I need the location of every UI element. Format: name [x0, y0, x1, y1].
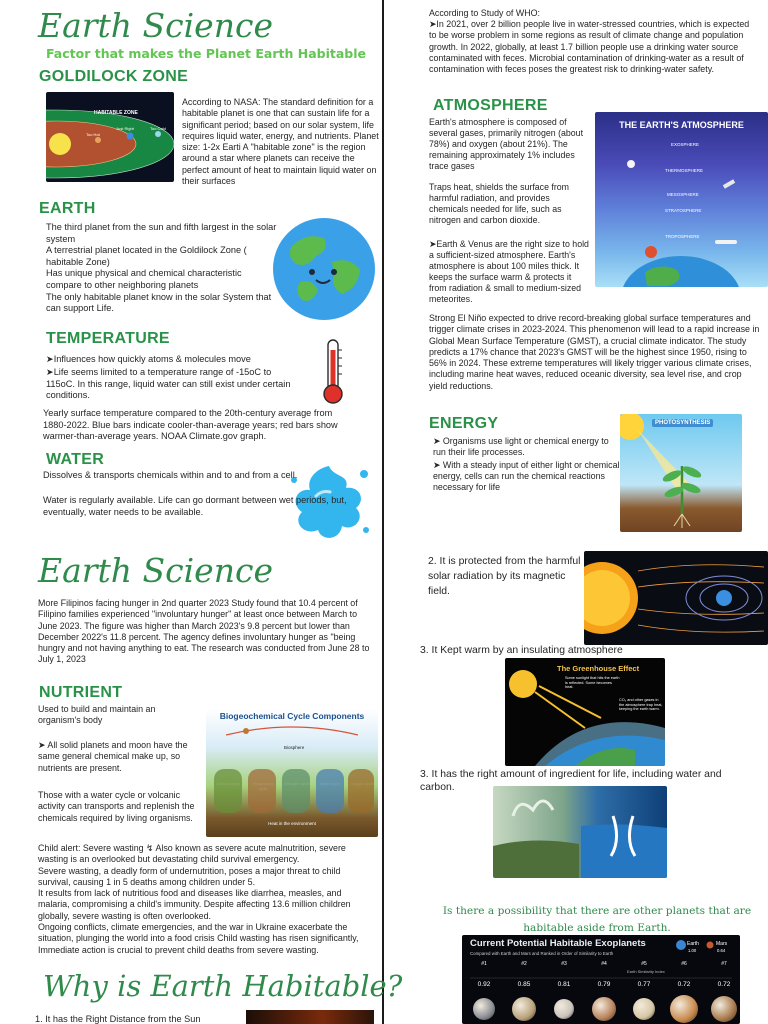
exo-rank: #3	[561, 961, 567, 967]
exo-esi-value: 0.72	[717, 981, 731, 988]
reason-2: 2. It is protected from the harmful solar radiation by its magnetic field.	[428, 556, 581, 597]
earth-line: A terrestrial planet located in the Goldilock Zone ( habitable Zone)	[46, 245, 247, 267]
sun-distance-image	[246, 1010, 374, 1024]
energy-bullet: ➤ With a steady input of either light or chemical energy, cells can run the chemical reactions necessary for life	[433, 460, 620, 493]
exoplanet-disc	[554, 999, 574, 1019]
exo-rank: #1	[481, 961, 487, 967]
exo-mars-value: 0.64	[717, 948, 726, 953]
greenhouse-note: Some sunlight that hits the earth is reflected. Some becomes heat.	[565, 676, 620, 690]
exoplanet-disc	[633, 998, 655, 1020]
exoplanet-disc	[670, 995, 698, 1023]
exo-rank: #7	[721, 961, 727, 967]
hunger-study-text: More Filipinos facing hunger in 2nd quarter 2023 Study found that 10.4 percent of Filipino families experienced "involuntary hunger" at least once between March to June 2023. The figure was higher than March 2023's 9.8 percent but lower than December 2022's 11.8 percent. The agency defines involuntary hunger as "being hungry and not having anything to eat. The research was conducted from June 28 to July 1, 2023	[38, 598, 370, 665]
exo-earth-value: 1.00	[688, 948, 697, 953]
child-alert-text: Child alert: Severe wasting ↯ Also known as severe acute malnutrition, severe wasting is an overlooked but devastating child survival emergency. Severe wasting, a deadly form of undernutrition, poses a major threat to child survival, causing 1 in 5 deaths among children under 5. It results from lack of nutritious food and diseases like diarrhea, measles, and malaria, compromising a child's immunity. Despite affecting 13.6 million children globally, severe wasting is often overlooked. Ongoing conflicts, climate emergencies, and the war in Ukraine exacerbate the situation, plunging the world into a food crisis Child wasting has risen significantly, Immediate action is crucial to prevent child deaths from severe wasting.	[38, 843, 359, 955]
temperature-graph-note: Yearly surface temperature compared to the 20th-century average from 1880-2022. Blue bars indicate cooler-than-average years; red bars show warmer-than-average years. NOAA Climate.gov graph.	[43, 408, 338, 442]
nutrient-text: Those with a water cycle or volcanic activity can transports and replenish the chemicals required by living organisms.	[38, 790, 195, 823]
exoplanet-row	[462, 959, 740, 1024]
page-title: Earth Science	[38, 6, 273, 45]
heat-label: Heat in the environment	[268, 821, 316, 826]
layer-label: THERMOSPHERE	[665, 168, 704, 173]
section-title: Earth Science	[38, 551, 273, 590]
reason-1: 1. It has the Right Distance from the Sun	[35, 1014, 201, 1024]
biogeochemical-cycle-image	[206, 709, 378, 837]
greenhouse-note: CO₂ and other gases in the atmosphere trap heat, keeping the earth warm.	[619, 698, 663, 712]
column-divider	[382, 0, 384, 1024]
exoplanet-disc	[711, 996, 737, 1022]
earth-text	[46, 222, 278, 315]
thermometer-icon	[318, 338, 348, 406]
exo-esi-value: 0.77	[637, 981, 651, 988]
exo-rank: #6	[681, 961, 687, 967]
atmosphere-layers-image	[595, 112, 768, 287]
biosphere-label: Biosphere	[284, 745, 305, 750]
exo-mars-label: Mars	[716, 941, 728, 947]
layer-label: TROPOSPHERE	[665, 234, 700, 239]
layer-label: STRATOSPHERE	[665, 208, 702, 213]
exo-esi-value: 0.72	[677, 981, 691, 988]
habitable-zone-image	[46, 92, 174, 182]
layer-label: EXOSPHERE	[671, 142, 700, 147]
temperature-heading: TEMPERATURE	[46, 330, 170, 347]
water-heading: WATER	[46, 451, 105, 468]
why-habitable-title: Why is Earth Habitable?	[43, 969, 403, 1003]
hz-label: Too Hot	[86, 132, 100, 137]
hz-label: Just Right	[116, 126, 134, 131]
goldilock-heading: GOLDILOCK ZONE	[39, 68, 189, 85]
earth-line: The third planet from the sun and fifth largest in the solar system	[46, 222, 277, 244]
reason-3: 3. It Kept warm by an insulating atmosphere	[420, 645, 623, 656]
greenhouse-title: The Greenhouse Effect	[557, 664, 640, 673]
exo-earth-label: Earth	[687, 941, 699, 947]
water-line: Water is regularly available. Life can go dormant between wet periods, but, eventually, water needs to be available.	[43, 495, 347, 517]
exo-esi-value: 0.92	[477, 981, 491, 988]
energy-bullet: ➤ Organisms use light or chemical energy to run their life processes.	[433, 436, 609, 458]
esi-axis-label: Earth Similarity Index	[627, 969, 665, 974]
exo-title: Current Potential Habitable Exoplanets	[470, 938, 646, 949]
photosynthesis-image	[620, 414, 742, 532]
temperature-bullet: ➤Influences how quickly atoms & molecules move	[46, 354, 251, 364]
atmosphere-text: ➤Earth & Venus are the right size to hold a sufficient-sized atmosphere. Earth's atmosphere is about 100 miles thick. It keeps the surface warm & protects it from radiation & small to medium-sized meteorites.	[429, 239, 589, 305]
exoplanet-comparison-image	[462, 935, 740, 1024]
reason-3b: 3. It has the right amount of ingredient for life, including water and carbon.	[420, 769, 722, 794]
hz-label: Too Cold	[150, 126, 166, 131]
biogeochemical-title: Biogeochemical Cycle Components	[219, 711, 365, 721]
magnetic-field-image	[584, 551, 768, 645]
atmosphere-text: Earth's atmosphere is composed of several gases, primarily nitrogen (about 78%) and oxygen (about 21%). The remaining approximately 1% includes trace gases	[429, 117, 584, 172]
exo-subtitle: Compared with Earth and Mars and Ranked in Order of Similarity to Earth	[470, 951, 614, 956]
energy-heading: ENERGY	[429, 415, 499, 432]
water-line: Dissolves & transports chemicals within and to and from a cell.	[43, 470, 298, 480]
goldilock-text: According to NASA: The standard definition for a habitable planet is one that can sustain life for a significant period; based on our solar system, life requires liquid water, energy, and nutrients. Planet size: 1-2x Earti A "habitable zone" is the region around a star where planets can receive the perfect amount of heat to maintain liquid water on their surfaces	[182, 97, 379, 187]
atmosphere-heading: ATMOSPHERE	[433, 97, 548, 114]
earth-line: The only habitable planet know in the solar System that can support Life.	[46, 291, 272, 314]
hz-label: HABITABLE ZONE	[94, 110, 138, 116]
temperature-bullet: ➤Life seems limited to a temperature range of -15oC to 115oC. In this range, liquid water can still exist under certain conditions.	[46, 367, 291, 401]
nutrient-text: Used to build and maintain an organism's body	[38, 704, 156, 726]
atmosphere-text: Traps heat, shields the surface from harmful radiation, and provides chemicals needed for life, such as nitrogen and carbon dioxide.	[429, 182, 569, 226]
atmosphere-image-title: THE EARTH'S ATMOSPHERE	[619, 120, 744, 130]
earth-illustration	[272, 216, 376, 322]
exo-rank: #4	[601, 961, 607, 967]
layer-label: MESOSPHERE	[667, 192, 699, 197]
exo-rank: #5	[641, 961, 647, 967]
greenhouse-effect-image	[505, 658, 665, 766]
el-nino-text: Strong El Niño expected to drive record-breaking global surface temperatures and trigger climate crises in 2023-2024. This phenomenon will lead to a rapid increase in Global Mean Surface Temperature (GMST), a crucial climate indicator. The study predicts a 17% chance that 2023's GMST will be the highest since 1950, rising to 56% in 2024. These extreme temperatures will likely trigger various climate crises, including marine heat waves, reduced oceanic diversity, sea level rise, and crop yield reductions.	[429, 313, 760, 391]
exo-esi-value: 0.81	[557, 981, 571, 988]
exo-esi-value: 0.85	[517, 981, 531, 988]
exoplanet-disc	[592, 997, 616, 1021]
nutrient-text: ➤ All solid planets and moon have the same general chemical make up, so nutrients are present.	[38, 740, 188, 773]
exoplanet-disc	[473, 998, 495, 1020]
exo-esi-value: 0.79	[597, 981, 611, 988]
photosynthesis-title: PHOTOSYNTHESIS	[652, 419, 713, 427]
earth-heading: EARTH	[39, 200, 96, 217]
earth-line: Has unique physical and chemical characteristic compare to other neighboring planets	[46, 268, 242, 290]
exo-rank: #2	[521, 961, 527, 967]
nutrient-heading: NUTRIENT	[39, 684, 123, 701]
exoplanet-question: Is there a possibility that there are other planets that are habitable aside from Earth.	[442, 905, 752, 934]
who-study-text: According to Study of WHO: ➤In 2021, over 2 billion people live in water-stressed countries, which is expected to be worse problem in some regions as result of climate change and population growth. In 2022, globally, at least 1.7 billion people use a drinking water source contaminated with feces. Microbial contamination of drinking-water as a result of contamination with feces poses the greatest risk to drinking-water safety.	[429, 8, 750, 75]
carbon-water-image	[493, 786, 667, 878]
page-subtitle: Factor that makes the Planet Earth Habitable	[46, 46, 366, 61]
exoplanet-disc	[512, 997, 536, 1021]
